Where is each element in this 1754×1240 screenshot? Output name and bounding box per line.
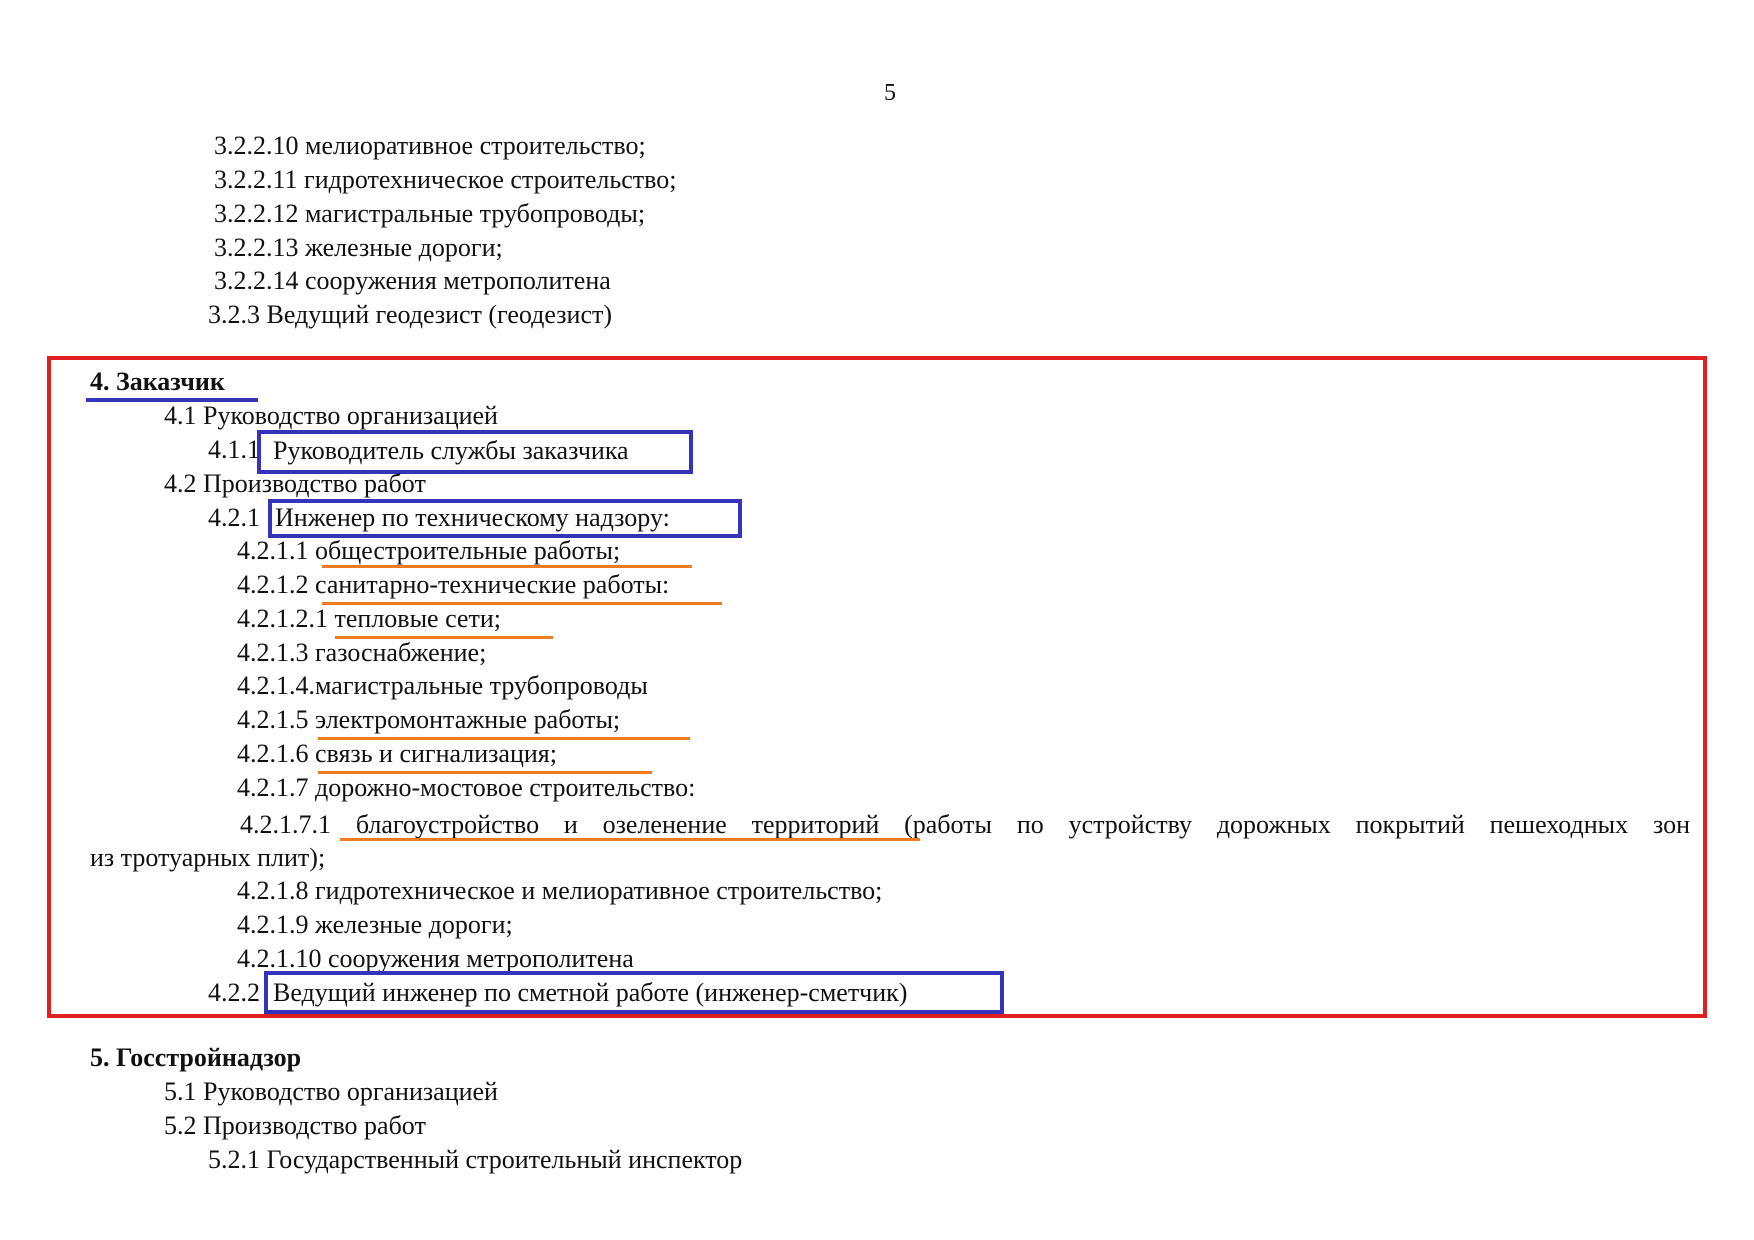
page-number: 5 xyxy=(884,80,896,106)
list-item: 4.2.1.5 электромонтажные работы; xyxy=(237,705,621,734)
list-item: 3.2.3 Ведущий геодезист (геодезист) xyxy=(208,300,613,329)
list-item: 4.2.1.4.магистральные трубопроводы xyxy=(237,671,648,700)
highlight-underline-orange xyxy=(322,565,692,568)
highlight-box-blue xyxy=(268,499,742,538)
list-item: 4.2.1.8 гидротехническое и мелиоративное строительство; xyxy=(237,876,883,905)
list-item: 3.2.2.11 гидротехническое строительство; xyxy=(214,165,677,194)
list-item-continuation: из тротуарных плит); xyxy=(90,843,326,872)
highlight-box-blue xyxy=(257,430,693,474)
list-item: 4.2.1.2.1 тепловые сети; xyxy=(237,604,501,633)
list-item: 3.2.2.12 магистральные трубопроводы; xyxy=(214,199,646,228)
list-item: 4.2.1.3 газоснабжение; xyxy=(237,638,487,667)
list-item: 5.2.1 Государственный строительный инспектор xyxy=(208,1145,743,1174)
list-item-number: 4.2.1 xyxy=(208,503,260,532)
list-item-number: 4.2.2 xyxy=(208,978,260,1007)
list-item: Инженер по техническому надзору: xyxy=(275,503,670,532)
section-heading: 4. Заказчик xyxy=(90,367,225,396)
list-item-number: 4.1.1 xyxy=(208,435,260,464)
section-heading: 5. Госстройнадзор xyxy=(90,1043,302,1072)
list-item: 3.2.2.14 сооружения метрополитена xyxy=(214,266,611,295)
list-item: Ведущий инженер по сметной работе (инженер-сметчик) xyxy=(273,978,908,1007)
list-item: 5.2 Производство работ xyxy=(164,1111,426,1140)
list-item: 4.2.1.7 дорожно-мостовое строительство: xyxy=(237,773,696,802)
list-item: 4.2.1.1 общестроительные работы; xyxy=(237,536,621,565)
highlight-underline-orange xyxy=(340,838,920,841)
list-item: Руководитель службы заказчика xyxy=(273,436,629,465)
list-item: 4.2.1.10 сооружения метрополитена xyxy=(237,944,634,973)
list-item: 3.2.2.13 железные дороги; xyxy=(214,233,503,262)
list-item: 4.2.1.2 санитарно-технические работы: xyxy=(237,570,670,599)
list-item: 4.2 Производство работ xyxy=(164,469,426,498)
list-item: 4.1 Руководство организацией xyxy=(164,401,498,430)
list-item: 4.2.1.6 связь и сигнализация; xyxy=(237,739,557,768)
list-item: 4.2.1.9 железные дороги; xyxy=(237,910,513,939)
highlight-box-blue xyxy=(264,971,1004,1014)
list-item: 4.2.1.7.1 благоустройство и озеленение территорий (работы по устройству дорожных покрытий пешеходных зон xyxy=(240,810,1690,839)
list-item: 3.2.2.10 мелиоративное строительство; xyxy=(214,131,646,160)
list-item: 5.1 Руководство организацией xyxy=(164,1077,498,1106)
